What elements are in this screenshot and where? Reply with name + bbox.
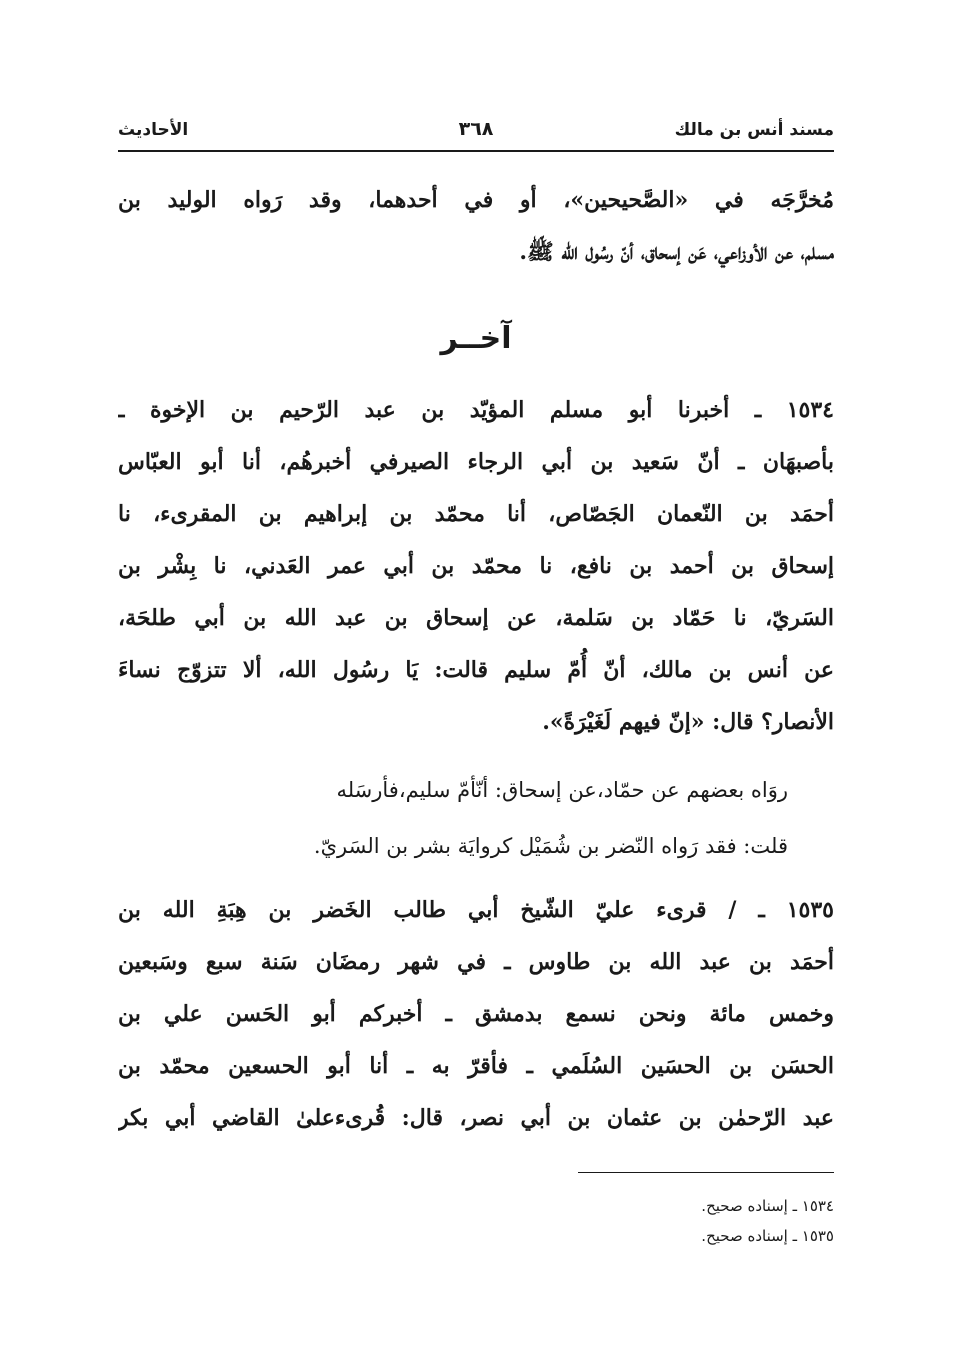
running-header <box>118 112 834 152</box>
book-title: مسند أنس بن مالك <box>674 120 834 140</box>
note-line: روَاه بعضهم عن حمّاد،عن إسحاق: أنّأمّ سليم،فأرسَله <box>336 778 788 802</box>
hadith-line: بأصبهَان ـ أنّ سَعيد بن أبي الرجاء الصيرفي أخبرهُم، أنا أبو العبّاس <box>118 449 834 475</box>
footnote: ١٥٣٥ ـ إسناده صحيح. <box>701 1227 834 1245</box>
hadith-line: وخمس مائة ونحن نسمع بدمشق ـ أخبركم أبو الحَسن علي بن <box>118 1001 834 1027</box>
section-name: الأحاديث <box>118 120 189 140</box>
page-number: ٣٦٨ <box>458 118 494 140</box>
hadith-line: الأنصار؟ قال: «إنّ فيهم لَغَيْرَةً». <box>542 709 834 735</box>
hadith-1534 <box>118 384 834 748</box>
text-line: مُخرَّجَه في «الصَّحيحين»، أو في أحدهما، وقد رَواه الوليد بن <box>118 187 834 213</box>
hadith-line: عن أنس بن مالك، أنّ أُمّ سليم قالت: يَا رسُول الله، ألا تتزوّج نساءَ <box>118 657 834 683</box>
hadith-line: السَريّ، نا حَمّاد بن سَلمة، عن إسحاق بن عبد الله بن أبي طلحَة، <box>118 605 834 631</box>
footnote: ١٥٣٤ ـ إسناده صحيح. <box>701 1197 834 1215</box>
hadith-1535 <box>118 884 834 1144</box>
commentary-notes <box>118 762 834 874</box>
hadith-line: ١٥٣٤ ـ أخبرنا أبو مسلم المؤيّد بن عبد الرّحيم بن الإخوة ـ <box>118 397 834 423</box>
footnote-separator <box>578 1172 834 1173</box>
hadith-line: ١٥٣٥ ـ / قرىء عليّ الشّيخ أبي طالب الخَضر بن هِبَةِ الله بن <box>118 897 834 923</box>
intro-paragraph <box>118 174 834 278</box>
document-page <box>118 112 834 1292</box>
hadith-line: الحسَن بن الحسَين السُلَمي ـ فأقرّ به ـ أنا أبو الحسعين محمّد بن <box>118 1053 834 1079</box>
text-line: مسلم، عن الأوزاعي، عَن إسحاق، أنّ رسُول الله ﷺ. <box>519 239 834 265</box>
hadith-line: أحمَد بن عبد الله بن طاوس ـ في شهر رمضَان سَنة سبع وسَبعين <box>118 949 834 975</box>
footnotes <box>118 1191 834 1251</box>
hadith-line: عبد الرّحمٰن بن عثمان بن أبي نصر، قال: قُرىءعلىٰ القاضي أبي بكر <box>118 1105 834 1131</box>
hadith-line: أحمَد بن النّعمان الجَصّاص، أنا محمّد بن إبراهيم بن المقرىء، نا <box>118 501 834 527</box>
section-title: آخــر <box>440 321 512 356</box>
note-line: قلت: فقد رَواه النّضر بن شُمَيْل كروايَة بشر بن السَريّ. <box>313 834 788 858</box>
hadith-line: إسحاق بن أحمد بن نافع، نا محمّد بن أبي عمر العَدني، نا بِشْر بن <box>118 553 834 579</box>
